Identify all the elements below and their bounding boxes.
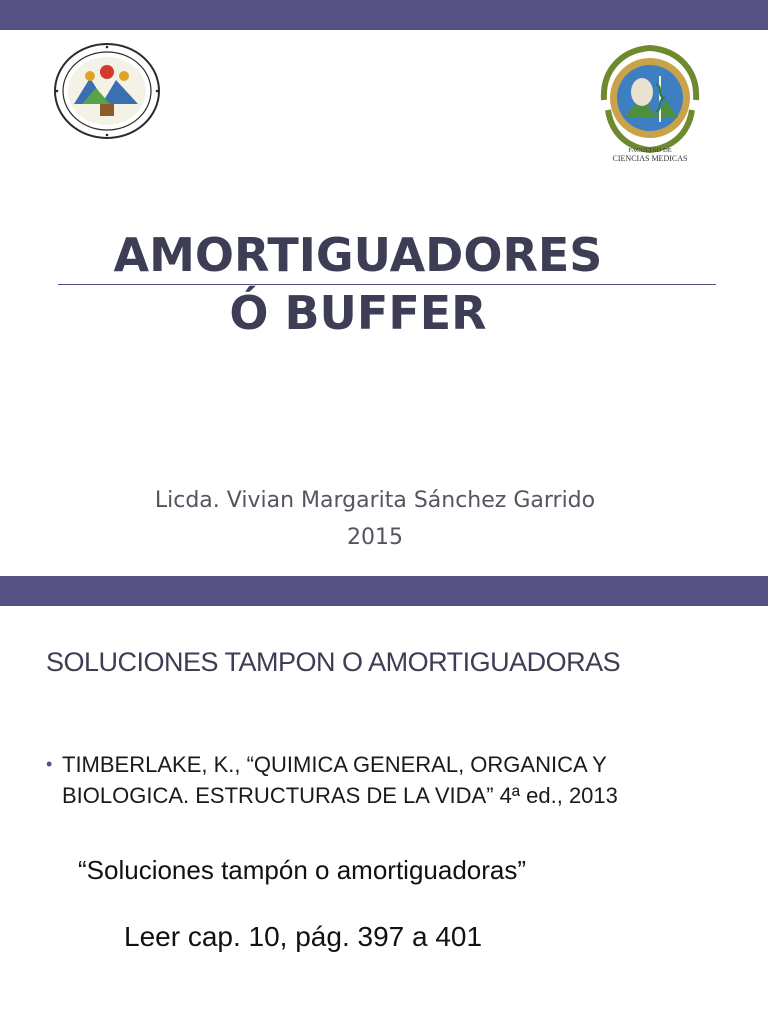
slide-title-line-2: Ó BUFFER [229, 286, 487, 340]
slide-heading: SOLUCIONES TAMPON O AMORTIGUADORAS [46, 647, 621, 677]
svg-text:CIENCIAS MEDICAS: CIENCIAS MEDICAS [612, 154, 688, 163]
slide-header-band [0, 576, 768, 606]
quoted-topic: “Soluciones tampón o amortiguadoras” [78, 855, 527, 885]
slide-header-band [0, 0, 768, 30]
medical-faculty-seal-icon [594, 40, 706, 166]
slide-title-line-1: AMORTIGUADORES [113, 228, 603, 282]
reference-text: TIMBERLAKE, K., “QUIMICA GENERAL, ORGANICA Y BIOLOGICA. ESTRUCTURAS DE LA VIDA” 4ª ed., 2013 [62, 752, 618, 808]
list-item [46, 749, 726, 811]
author-block [0, 482, 750, 556]
svg-text:FACULTAD DE: FACULTAD DE [628, 147, 672, 154]
university-seal-icon [52, 42, 162, 140]
bullet-icon: • [46, 754, 53, 774]
author-year: 2015 [347, 525, 403, 550]
reading-assignment: Leer cap. 10, pág. 397 a 401 [124, 921, 483, 952]
content-slide [0, 576, 768, 1024]
title-divider [58, 284, 716, 285]
author-name: Licda. Vivian Margarita Sánchez Garrido [154, 488, 596, 513]
